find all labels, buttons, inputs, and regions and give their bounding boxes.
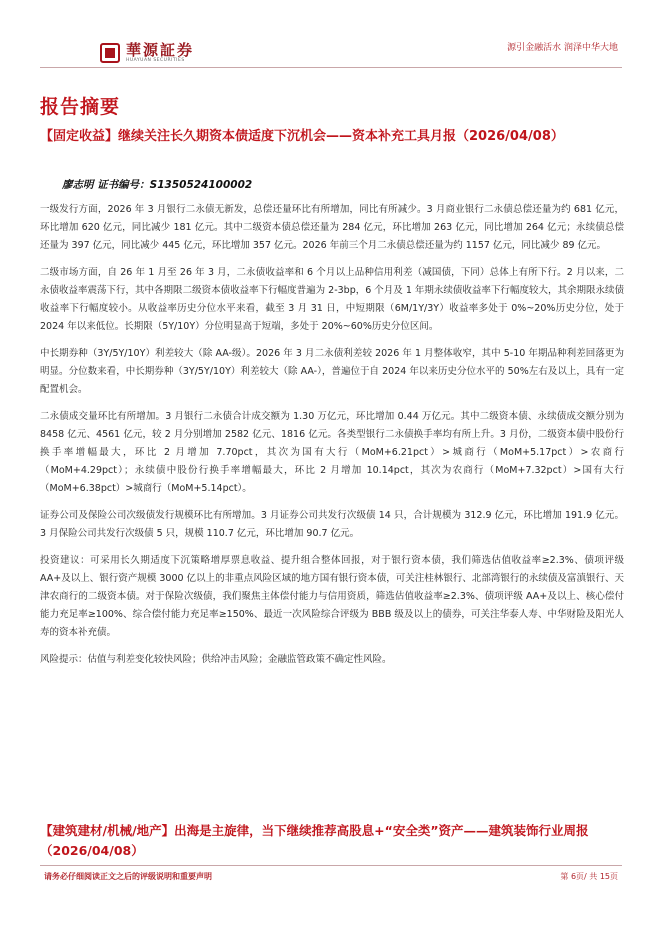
paragraph-spread: 中长期券种（3Y/5Y/10Y）利差较大（除 AA-级）。2026 年 3 月二永债利差较 2026 年 1 月整体收窄，其中 5-10 年期品种利差回落更为明显。分位数来看，中长期券种（3Y/5Y/10Y）利差较大（除 AA-），普遍位于自 2024 年以来历史分位水平的 50%左右及以上，具有一定配置机会。: [40, 348, 624, 395]
paragraph-secondary-market: 二级市场方面，自 26 年 1 月至 26 年 3 月，二永债收益率和 6 个月以上品种信用利差（减国债，下同）总体上有所下行。2 月以来，二永债收益率震荡下行，其中各期限二级资本债收益率下行幅度普遍为 2-3bp，6 个月及 1 年期永续债收益率下行幅度较大，其余期限永续债收益率下行幅度较小。从收益率历史分位水平来看，截至 3 月 31 日，中短期限（6M/1Y/3Y）收益率多处于 0%~20%历史分位，处于 2024 年以来低位。长期限（5Y/10Y）分位明显高于短端，多处于 20%~60%历史分位区间。: [40, 267, 624, 332]
header-slogan: 源引金融活水 润泽中华大地: [507, 43, 618, 53]
next-article-title: 【建筑建材/机械/地产】出海是主旋律，当下继续推荐高股息+“安全类”资产——建筑装饰行业周报（2026/04/08）: [40, 823, 589, 858]
logo-name: 華源証券: [126, 41, 195, 59]
paragraph-primary-issuance: 一级发行方面，2026 年 3 月银行二永债无新发，总偿还量环比有所增加，同比有所减少。3 月商业银行二永债总偿还量为约 681 亿元，环比增加 620 亿元，同比减少 181 亿元。其中二级资本债总偿还量为 284 亿元，环比增加 263 亿元，同比增加 264 亿元；永续债总偿还量为 397 亿元，同比减少 445 亿元，环比增加 357 亿元。2026 年前三个月二永债总偿还量为约 1157 亿元，同比减少 89 亿元。: [40, 204, 624, 251]
logo-english-name: HUAYUAN SECURITIES: [126, 58, 185, 63]
footer-disclaimer: 请务必仔细阅读正文之后的评级说明和重要声明: [44, 872, 212, 881]
footer-divider: [40, 865, 622, 866]
paragraph-risk-warning: 风险提示：估值与利差变化较快风险；供给冲击风险；金融监管政策不确定性风险。: [40, 654, 392, 665]
page-header: [0, 0, 662, 70]
company-logo: [100, 42, 194, 63]
page-number: 第 6页/ 共 15页: [560, 872, 618, 881]
logo-icon: [100, 43, 120, 63]
paragraph-investment-advice: 投资建议：可采用长久期适度下沉策略增厚票息收益、提升组合整体回报，对于银行资本债，我们筛选估值收益率≥2.3%、债项评级 AA+及以上、银行资产规模 3000 亿以上的非重点风险区域的地方国有银行资本债，可关注桂林银行、北部湾银行的永续债及富滇银行、天津农商行的二级资本债。对于保险次级债，我们聚焦主体偿付能力与信用资质，筛选估值收益率≥2.3%、债项评级 AA+及以上、核心偿付能力充足率≥100%、综合偿付能力充足率≥150%、最近一次风险综合评级为 BBB 级及以上的债券，可关注华泰人寿、中华财险及阳光人寿的资本补充债。: [40, 555, 624, 638]
article-body: [40, 201, 624, 678]
paragraph-trading-volume: 二永债成交量环比有所增加。3 月银行二永债合计成交额为 1.30 万亿元，环比增加 0.44 万亿元。其中二级资本债、永续债成交额分别为 8458 亿元、4561 亿元，较 2 月分别增加 2582 亿元、1816 亿元。各类型银行二永债换手率均有所上升。3 月份，二级资本债中股份行换手率增幅最大，环比 2 月增加 7.70pct，其次为国有大行（MoM+6.21pct）>城商行（MoM+5.17pct）>农商行（MoM+4.29pct）；永续债中股份行换手率增幅最大，环比 2 月增加 10.14pct，其次为农商行（MoM+7.32pct）>国有大行（MoM+6.38pct）>城商行（MoM+5.14pct）。: [40, 411, 624, 494]
page-title: 报告摘要: [40, 96, 121, 118]
article-title: 【固定收益】继续关注长久期资本债适度下沉机会——资本补充工具月报（2026/04/08）: [40, 129, 564, 144]
paragraph-subordinated-debt: 证券公司及保险公司次级债发行规模环比有所增加。3 月证券公司共发行次级债 14 只，合计规模为 312.9 亿元，环比增加 191.9 亿元。3 月保险公司共发行次级债 5 只，规模 110.7 亿元，环比增加 90.7 亿元。: [40, 510, 624, 539]
header-divider: [40, 67, 622, 68]
author-line: 廖志明 证书编号：S1350524100002: [62, 179, 253, 191]
